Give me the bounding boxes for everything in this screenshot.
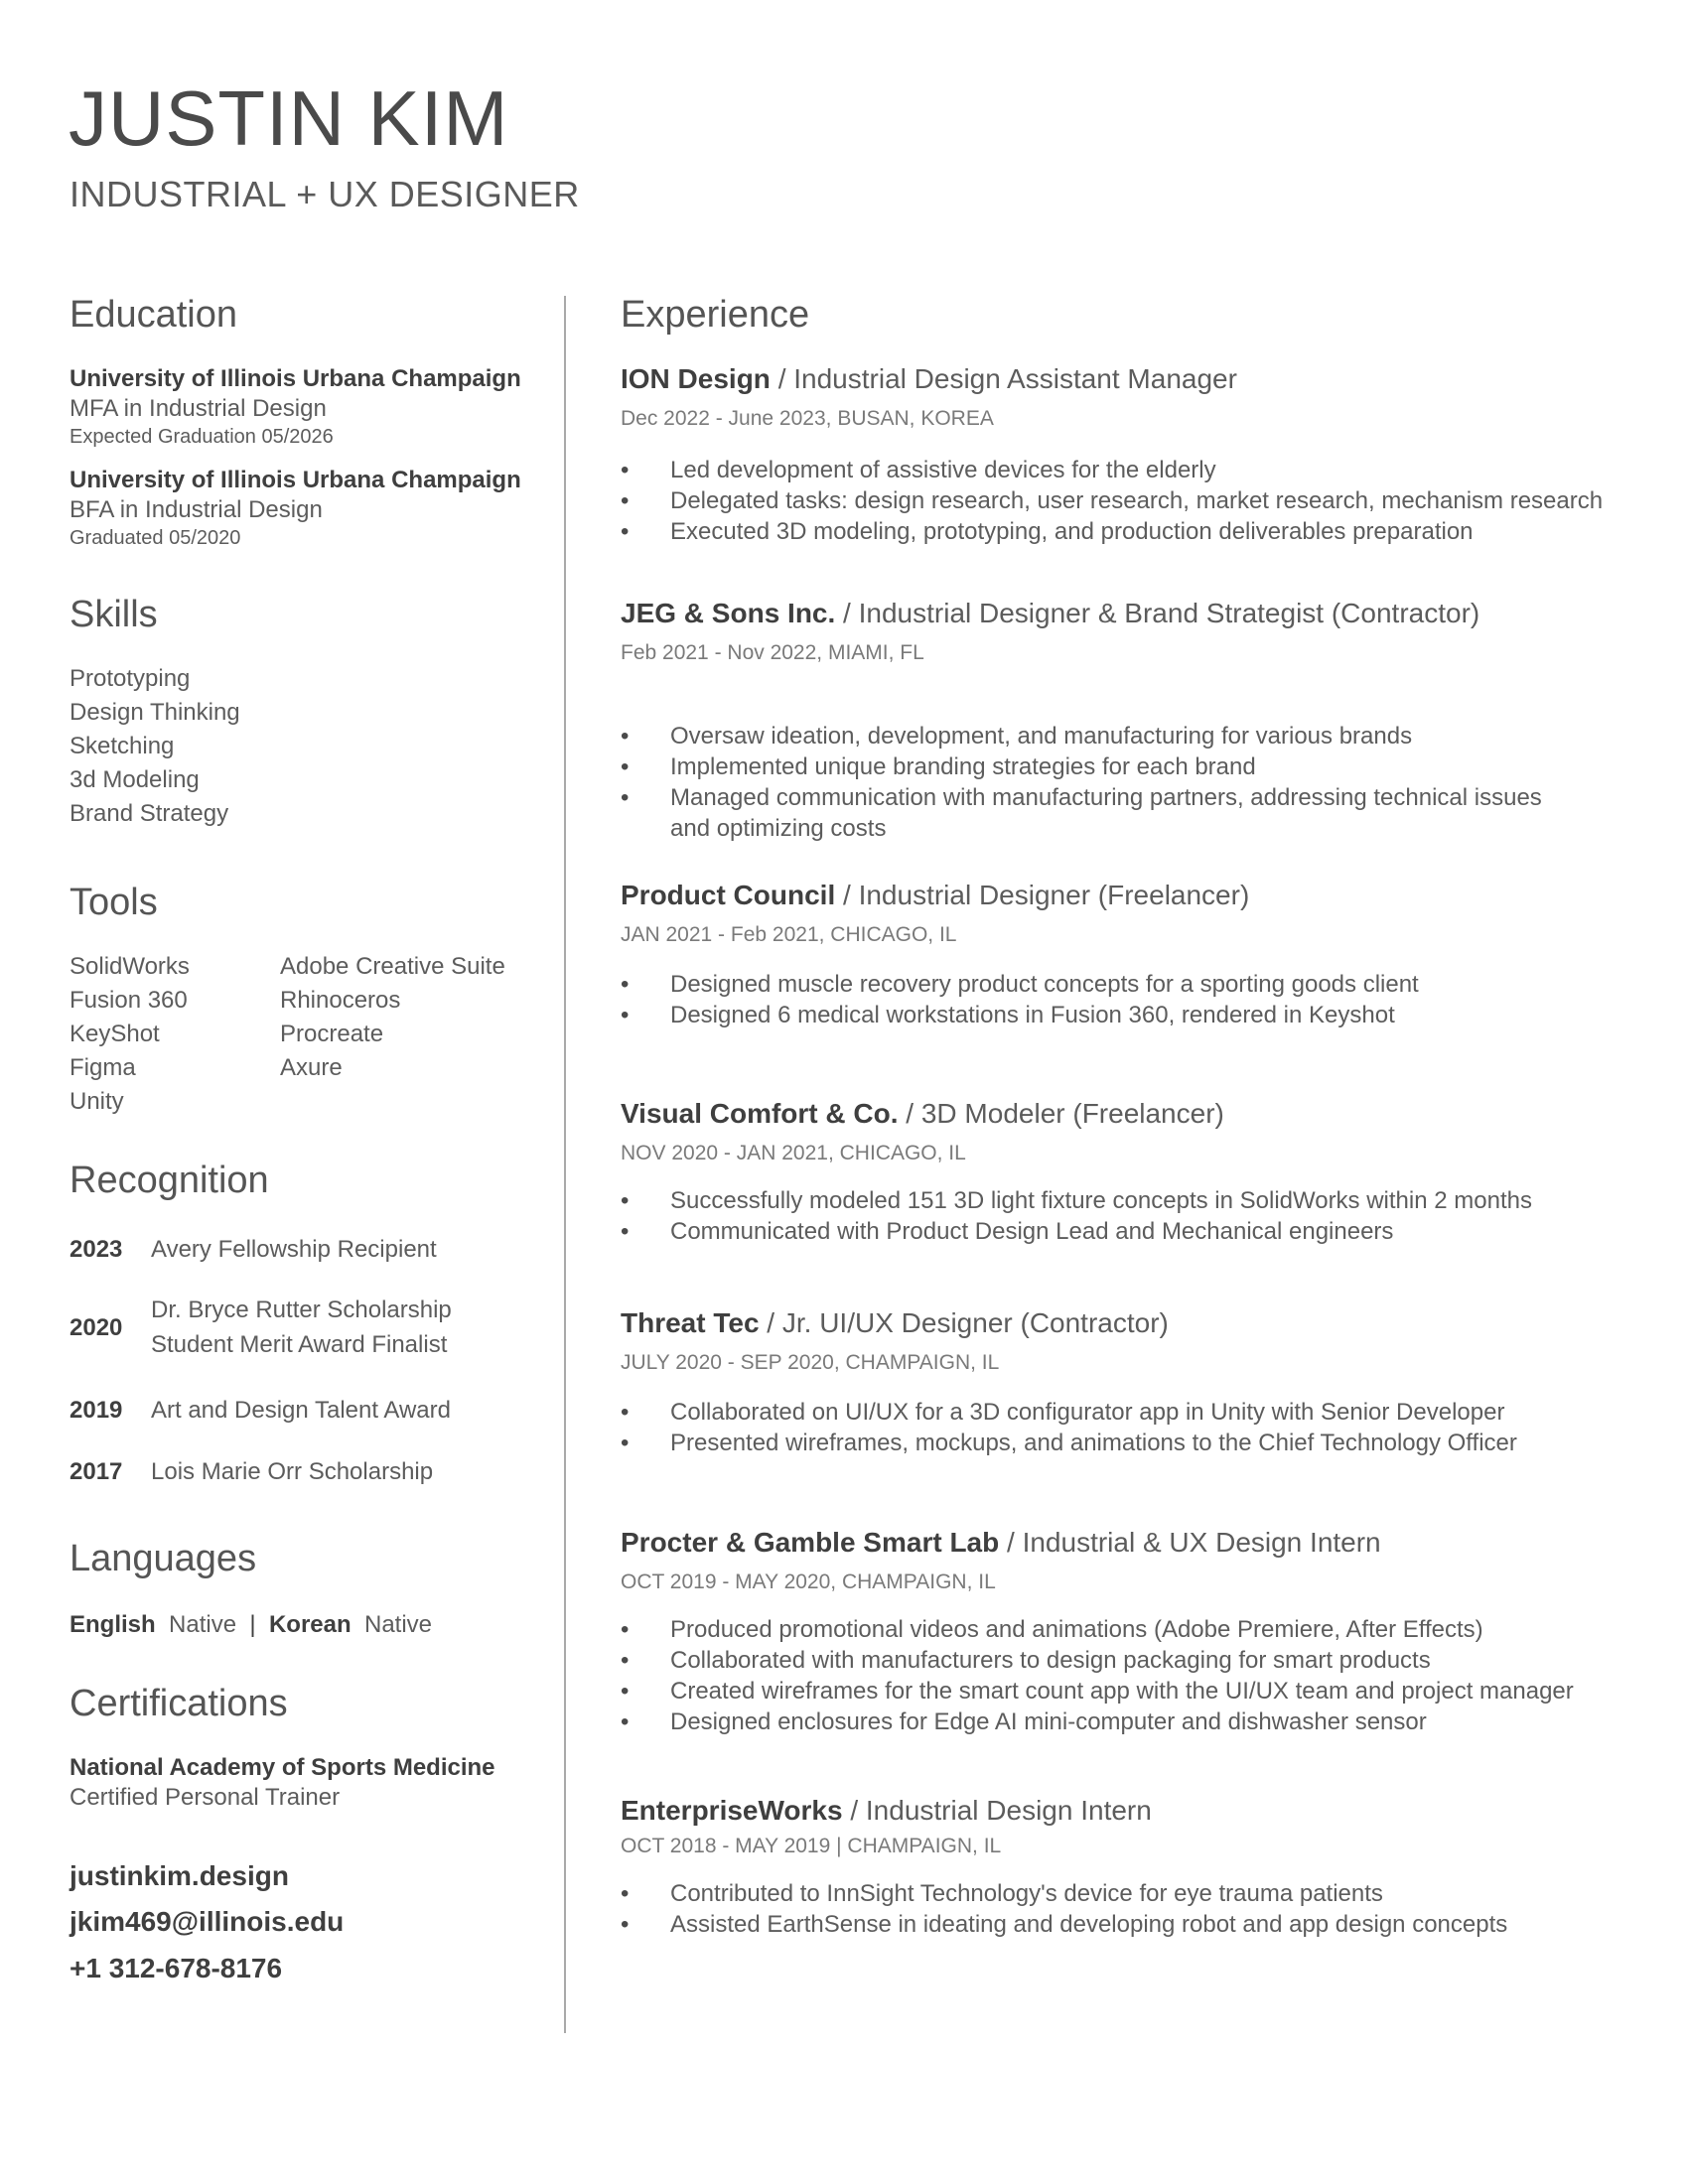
- job-role: / Industrial Design Assistant Manager: [770, 363, 1237, 394]
- job-bullet: • Managed communication with manufacturing partners, addressing technical issues: [621, 782, 1542, 813]
- job-bullet: • Designed enclosures for Edge AI mini-computer and dishwasher sensor: [621, 1706, 1574, 1737]
- language-name: English: [70, 1611, 156, 1638]
- job-company: EnterpriseWorks: [621, 1795, 843, 1826]
- job-company: Threat Tec: [621, 1307, 760, 1338]
- email-link[interactable]: jkim469@illinois.edu: [70, 1906, 345, 1937]
- education-school: University of Illinois Urbana Champaign: [70, 365, 521, 392]
- education-note: Graduated 05/2020: [70, 527, 241, 549]
- job-role: / 3D Modeler (Freelancer): [898, 1098, 1224, 1129]
- job-date: Feb 2021 - Nov 2022, MIAMI, FL: [621, 641, 924, 664]
- skill-item: Prototyping: [70, 665, 191, 692]
- languages-heading: Languages: [70, 1538, 257, 1579]
- recognition-title: Dr. Bryce Rutter Scholarship: [151, 1297, 452, 1323]
- job-company: Procter & Gamble Smart Lab: [621, 1527, 1000, 1558]
- job-entry: [621, 1309, 1517, 1458]
- recognition-title: Avery Fellowship Recipient: [151, 1236, 437, 1263]
- job-bullet: • Executed 3D modeling, prototyping, and production deliverables preparation: [621, 516, 1603, 547]
- recognition-item: [70, 1394, 451, 1428]
- languages-line: [70, 1608, 432, 1642]
- education-note: Expected Graduation 05/2026: [70, 426, 334, 448]
- job-company: Visual Comfort & Co.: [621, 1098, 899, 1129]
- job-title: [621, 882, 1419, 909]
- job-bullets: [621, 455, 1603, 547]
- job-bullet: • Assisted EarthSense in ideating and developing robot and app design concepts: [621, 1909, 1507, 1940]
- column-divider: [564, 296, 566, 2033]
- skills-list: [70, 662, 240, 831]
- recognition-title-line2: Student Merit Award Finalist: [151, 1331, 448, 1358]
- resume-role: INDUSTRIAL + UX DESIGNER: [70, 174, 580, 214]
- job-bullet: • Collaborated with manufacturers to design packaging for smart products: [621, 1645, 1574, 1676]
- job-company: Product Council: [621, 880, 836, 910]
- job-role: / Jr. UI/UX Designer (Contractor): [759, 1307, 1169, 1338]
- job-bullets: [621, 1185, 1532, 1247]
- job-bullet: • Delegated tasks: design research, user research, market research, mechanism research: [621, 485, 1603, 516]
- job-bullet: • Presented wireframes, mockups, and animations to the Chief Technology Officer: [621, 1428, 1517, 1458]
- job-title: [621, 1797, 1507, 1825]
- language-separator: |: [249, 1611, 256, 1638]
- recognition-title: Art and Design Talent Award: [151, 1397, 451, 1424]
- job-role: / Industrial Design Intern: [842, 1795, 1152, 1826]
- job-bullet: • Successfully modeled 151 3D light fixture concepts in SolidWorks within 2 months: [621, 1185, 1532, 1216]
- job-bullet: • Led development of assistive devices for the elderly: [621, 455, 1603, 485]
- job-entry: [621, 1100, 1532, 1247]
- tools-heading: Tools: [70, 882, 158, 923]
- tool-item: Axure: [280, 1054, 343, 1081]
- job-bullets: [621, 1614, 1574, 1737]
- job-title: [621, 365, 1603, 393]
- tool-item: SolidWorks: [70, 953, 190, 980]
- job-entry: [621, 365, 1603, 547]
- tool-item: Adobe Creative Suite: [280, 953, 505, 980]
- tool-item: Figma: [70, 1054, 136, 1081]
- tool-item: Rhinoceros: [280, 987, 401, 1014]
- job-entry: [621, 1797, 1507, 1940]
- job-entry: [621, 1529, 1574, 1737]
- recognition-item: [70, 1293, 452, 1362]
- job-title: [621, 1529, 1574, 1557]
- recognition-title: Lois Marie Orr Scholarship: [151, 1458, 434, 1485]
- job-date: OCT 2018 - MAY 2019 | CHAMPAIGN, IL: [621, 1835, 1002, 1857]
- tools-column-2: [280, 950, 505, 1085]
- job-title: [621, 1309, 1517, 1337]
- recognition-year: 2020: [70, 1313, 123, 1341]
- job-role: / Industrial Designer (Freelancer): [835, 880, 1250, 910]
- language-name: Korean: [268, 1611, 352, 1638]
- job-bullet: • Created wireframes for the smart count app with the UI/UX team and project manager: [621, 1676, 1574, 1706]
- job-bullets: [621, 1878, 1507, 1940]
- job-bullet: • Implemented unique branding strategies for each brand: [621, 751, 1542, 782]
- job-bullet: • Designed 6 medical workstations in Fusion 360, rendered in Keyshot: [621, 1000, 1419, 1030]
- phone-number[interactable]: +1 312-678-8176: [70, 1953, 283, 1983]
- certification-item: [70, 1753, 495, 1813]
- education-degree: BFA in Industrial Design: [70, 496, 323, 523]
- tools-column-1: [70, 950, 190, 1119]
- job-company: JEG & Sons Inc.: [621, 598, 836, 628]
- job-title: [621, 1100, 1532, 1128]
- tool-item: Procreate: [280, 1021, 384, 1047]
- job-bullet: • Contributed to InnSight Technology's device for eye trauma patients: [621, 1878, 1507, 1909]
- job-entry: [621, 600, 1542, 844]
- education-item: [70, 466, 521, 551]
- job-bullet: • Produced promotional videos and animations (Adobe Premiere, After Effects): [621, 1614, 1574, 1645]
- job-date: JULY 2020 - SEP 2020, CHAMPAIGN, IL: [621, 1351, 1000, 1374]
- job-role: / Industrial Designer & Brand Strategist (Contractor): [835, 598, 1480, 628]
- job-bullet: • Designed muscle recovery product concepts for a sporting goods client: [621, 969, 1419, 1000]
- job-bullet: • Communicated with Product Design Lead and Mechanical engineers: [621, 1216, 1532, 1247]
- certification-title: Certified Personal Trainer: [70, 1784, 341, 1811]
- resume-name: JUSTIN KIM: [69, 74, 509, 162]
- job-bullet: • Oversaw ideation, development, and manufacturing for various brands: [621, 721, 1542, 751]
- recognition-heading: Recognition: [70, 1160, 269, 1201]
- job-bullet: • Collaborated on UI/UX for a 3D configurator app in Unity with Senior Developer: [621, 1397, 1517, 1428]
- job-date: NOV 2020 - JAN 2021, CHICAGO, IL: [621, 1142, 966, 1164]
- language-level: Native: [169, 1611, 237, 1638]
- education-school: University of Illinois Urbana Champaign: [70, 467, 521, 493]
- certifications-heading: Certifications: [70, 1683, 288, 1724]
- education-heading: Education: [70, 294, 238, 336]
- recognition-year: 2017: [70, 1458, 123, 1485]
- recognition-item: [70, 1455, 433, 1489]
- job-company: ION Design: [621, 363, 771, 394]
- tool-item: KeyShot: [70, 1021, 160, 1047]
- certification-org: National Academy of Sports Medicine: [70, 1754, 495, 1781]
- job-role: / Industrial & UX Design Intern: [999, 1527, 1381, 1558]
- skill-item: Sketching: [70, 733, 175, 759]
- job-bullets: [621, 721, 1542, 844]
- skills-heading: Skills: [70, 594, 158, 635]
- recognition-item: [70, 1233, 437, 1267]
- tool-item: Fusion 360: [70, 987, 188, 1014]
- job-title: [621, 600, 1542, 627]
- job-date: OCT 2019 - MAY 2020, CHAMPAIGN, IL: [621, 1570, 996, 1593]
- recognition-year: 2023: [70, 1236, 123, 1263]
- job-entry: [621, 882, 1419, 1030]
- job-bullets: [621, 1397, 1517, 1458]
- job-date: Dec 2022 - June 2023, BUSAN, KOREA: [621, 407, 994, 430]
- language-level: Native: [364, 1611, 433, 1638]
- tool-item: Unity: [70, 1088, 124, 1115]
- experience-heading: Experience: [621, 294, 810, 336]
- skill-item: 3d Modeling: [70, 766, 200, 793]
- website-link[interactable]: justinkim.design: [70, 1860, 289, 1891]
- job-date: JAN 2021 - Feb 2021, CHICAGO, IL: [621, 923, 957, 946]
- skill-item: Design Thinking: [70, 699, 240, 726]
- education-item: [70, 364, 521, 450]
- skill-item: Brand Strategy: [70, 800, 229, 827]
- job-bullet-continuation: and optimizing costs: [670, 815, 887, 842]
- education-degree: MFA in Industrial Design: [70, 395, 327, 422]
- job-bullets: [621, 969, 1419, 1030]
- recognition-year: 2019: [70, 1397, 123, 1424]
